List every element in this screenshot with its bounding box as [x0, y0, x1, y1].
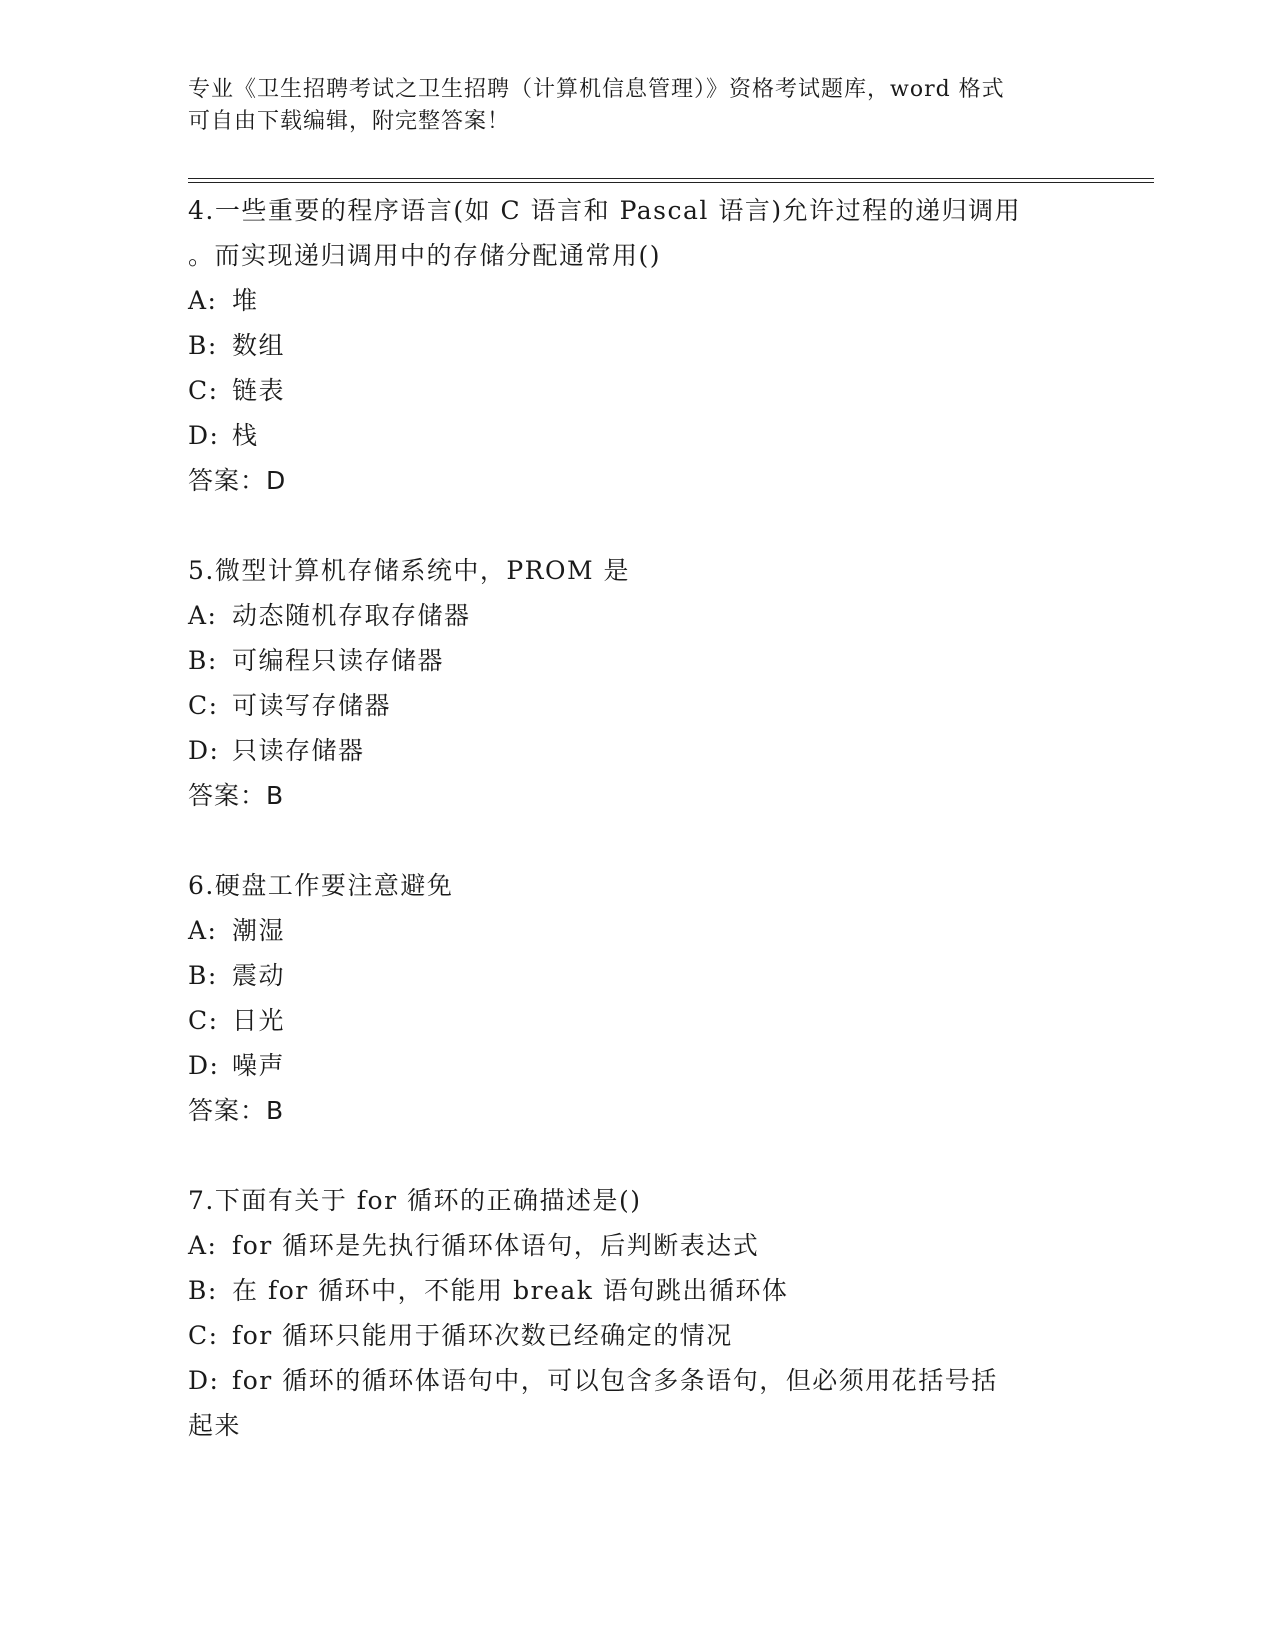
option-text: 链表: [232, 376, 286, 405]
option-d-continued: 起来: [188, 1411, 242, 1440]
document-header: [188, 74, 1088, 138]
question-text-continued: 。而实现递归调用中的存储分配通常用(): [188, 241, 662, 270]
header-line-2: 可自由下载编辑，附完整答案！: [188, 109, 511, 134]
header-line-1: 专业《卫生招聘考试之卫生招聘（计算机信息管理）》资格考试题库，word 格式: [188, 77, 1005, 102]
option-letter: B:: [188, 646, 218, 675]
option-a: [188, 908, 1088, 953]
option-letter: C:: [188, 376, 219, 405]
option-letter: D:: [188, 421, 220, 450]
option-letter: C:: [188, 1006, 219, 1035]
option-text: 只读存储器: [232, 736, 365, 765]
option-letter: A:: [188, 286, 218, 315]
option-b: [188, 953, 1088, 998]
option-d: [188, 413, 1088, 458]
header-divider: [188, 178, 1154, 183]
option-letter: D:: [188, 736, 220, 765]
option-letter: B:: [188, 961, 218, 990]
option-c: [188, 998, 1088, 1043]
option-text: 可读写存储器: [232, 691, 392, 720]
question-5: [188, 548, 1088, 818]
option-b: [188, 638, 1088, 683]
option-text: 栈: [232, 421, 259, 450]
option-d: [188, 1043, 1088, 1088]
option-c: [188, 368, 1088, 413]
option-b: [188, 323, 1088, 368]
option-c: [188, 1313, 1088, 1358]
option-a: [188, 278, 1088, 323]
option-text: 数组: [232, 331, 286, 360]
option-letter: B:: [188, 1276, 218, 1305]
option-text: for 循环是先执行循环体语句，后判断表达式: [232, 1231, 760, 1260]
question-7: [188, 1178, 1088, 1448]
option-letter: C:: [188, 1321, 219, 1350]
question-text: 6.硬盘工作要注意避免: [188, 871, 454, 900]
answer-line: 答案：B: [188, 1096, 285, 1125]
option-text: for 循环只能用于循环次数已经确定的情况: [232, 1321, 733, 1350]
answer-line: 答案：B: [188, 781, 285, 810]
option-d: [188, 728, 1088, 773]
question-text: 7.下面有关于 for 循环的正确描述是(): [188, 1186, 642, 1215]
option-text: 堆: [232, 286, 259, 315]
question-text: 5.微型计算机存储系统中，PROM 是: [188, 556, 631, 585]
option-text: 可编程只读存储器: [232, 646, 445, 675]
option-letter: A:: [188, 916, 218, 945]
option-b: [188, 1268, 1088, 1313]
question-6: [188, 863, 1088, 1133]
question-text: 4.一些重要的程序语言(如 C 语言和 Pascal 语言)允许过程的递归调用: [188, 196, 1022, 225]
option-text: 在 for 循环中，不能用 break 语句跳出循环体: [232, 1276, 789, 1305]
option-letter: D:: [188, 1051, 220, 1080]
option-text: 潮湿: [232, 916, 286, 945]
option-a: [188, 593, 1088, 638]
option-text: 噪声: [232, 1051, 286, 1080]
question-list: [188, 188, 1088, 1493]
option-letter: B:: [188, 331, 218, 360]
question-4: [188, 188, 1088, 503]
option-c: [188, 683, 1088, 728]
option-letter: A:: [188, 601, 218, 630]
answer-line: 答案：D: [188, 466, 287, 495]
option-text: 日光: [232, 1006, 286, 1035]
option-d: [188, 1358, 1088, 1403]
option-text: 动态随机存取存储器: [232, 601, 471, 630]
option-letter: D:: [188, 1366, 220, 1395]
option-a: [188, 1223, 1088, 1268]
option-text: 震动: [232, 961, 286, 990]
option-letter: C:: [188, 691, 219, 720]
option-text: for 循环的循环体语句中，可以包含多条语句，但必须用花括号括: [232, 1366, 998, 1395]
option-letter: A:: [188, 1231, 218, 1260]
